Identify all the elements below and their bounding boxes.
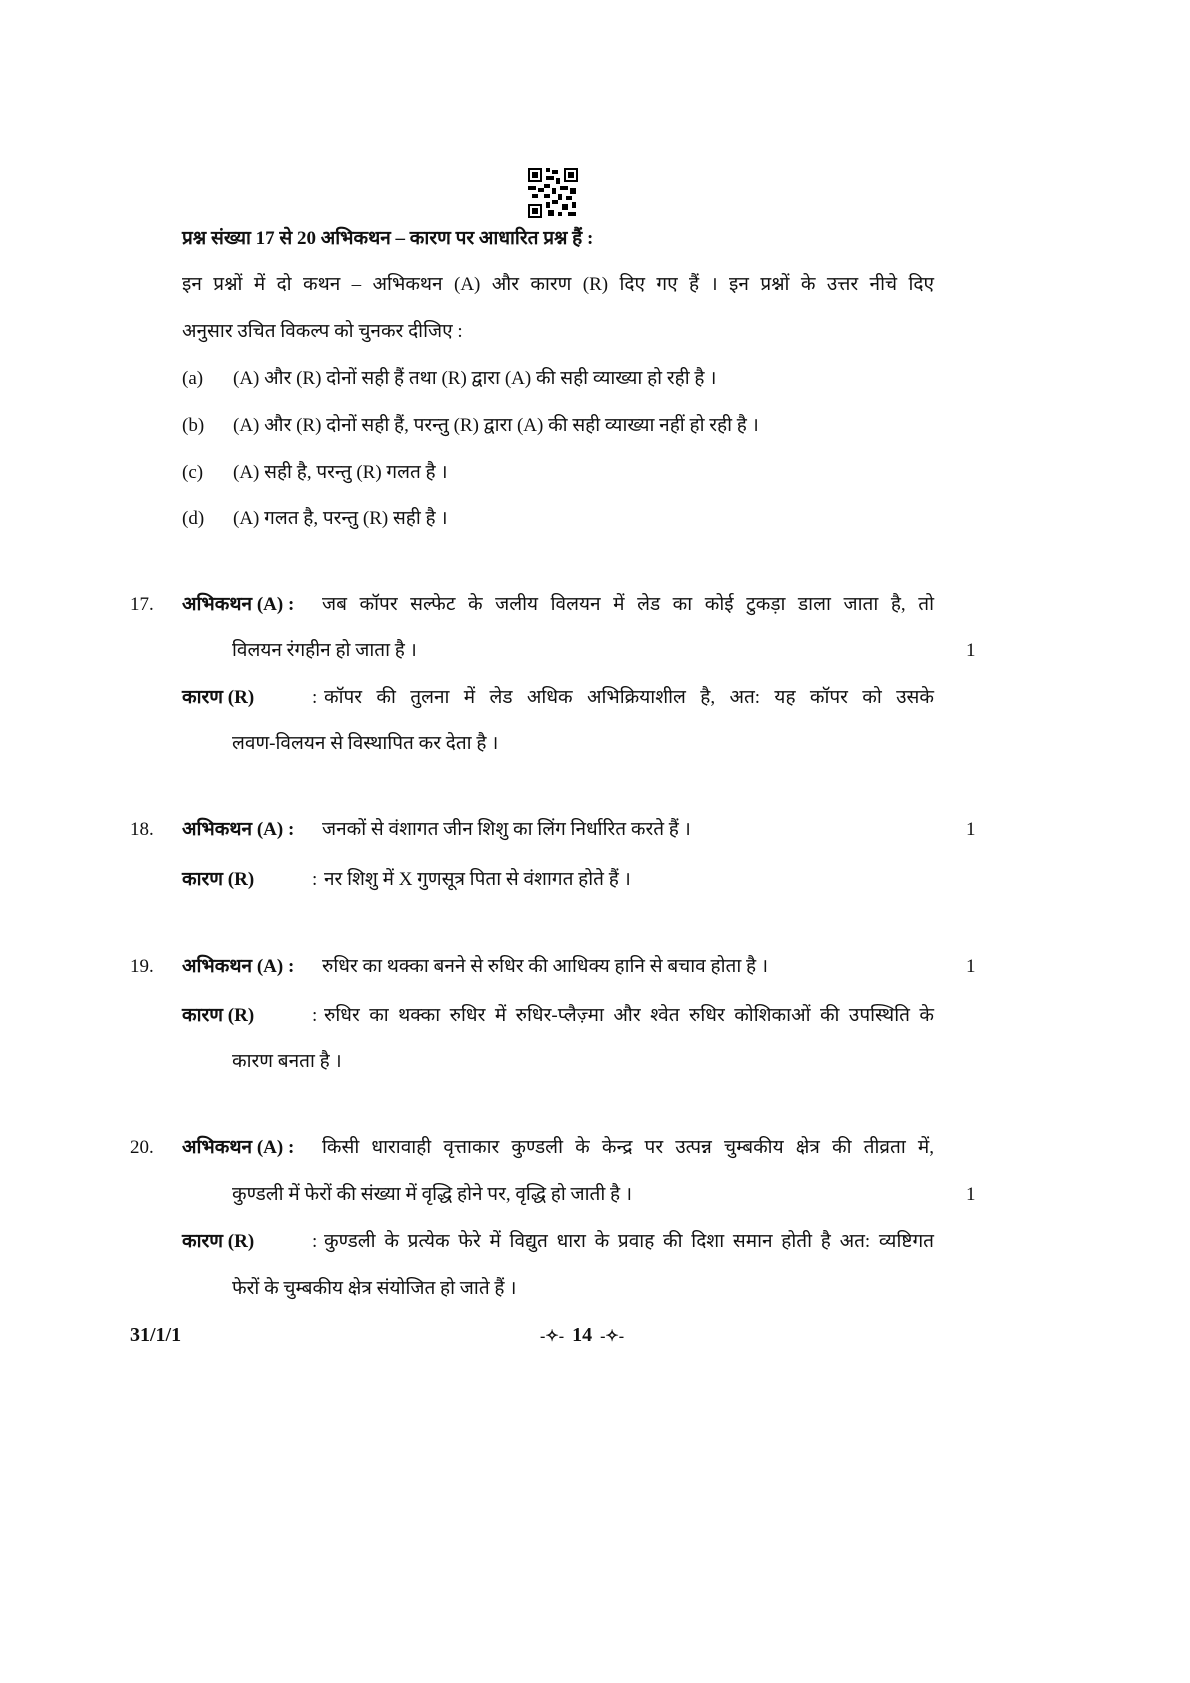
reason-text: नर शिशु में X गुणसूत्र पिता से वंशागत होते हैं । (324, 869, 631, 890)
reason-label: कारण (R) (182, 1231, 255, 1252)
reason-label: कारण (R) (182, 869, 255, 890)
reason-text-cont: फेरों के चुम्बकीय क्षेत्र संयोजित हो जाते हैं । (232, 1278, 517, 1299)
assertion-label: अभिकथन (A) : (182, 956, 295, 977)
option-text-c: (A) सही है, परन्तु (R) गलत है । (233, 462, 448, 483)
assertion-text: जनकों से वंशागत जीन शिशु का लिंग निर्धारित करते हैं । (322, 819, 691, 840)
reason-label: कारण (R) (182, 687, 255, 708)
assertion-text-cont: कुण्डली में फेरों की संख्या में वृद्धि होने पर, वृद्धि हो जाती है । (232, 1184, 633, 1205)
page-number: 14 (572, 1324, 593, 1346)
reason-colon: : (312, 687, 318, 708)
option-key-c: (c) (182, 462, 204, 483)
reason-colon: : (312, 1231, 318, 1252)
reason-text: रुधिर का थक्का रुधिर में रुधिर-प्लैज़्मा और श्वेत रुधिर कोशिकाओं की उपस्थिति के (324, 1005, 934, 1026)
option-text-d: (A) गलत है, परन्तु (R) सही है । (233, 508, 448, 529)
option-text-b: (A) और (R) दोनों सही हैं, परन्तु (R) द्वारा (A) की सही व्याख्या नहीं हो रही है । (233, 415, 759, 436)
assertion-label: अभिकथन (A) : (182, 1137, 295, 1158)
question-number: 20. (130, 1137, 154, 1158)
reason-text: कॉपर की तुलना में लेड अधिक अभिक्रियाशील है, अत: यह कॉपर को उसके (324, 687, 934, 708)
ornament-right-icon: -✧- (600, 1327, 625, 1345)
option-text-a: (A) और (R) दोनों सही हैं तथा (R) द्वारा (A) की सही व्याख्या हो रही है । (233, 368, 717, 389)
question-number: 19. (130, 956, 154, 977)
question-number: 18. (130, 819, 154, 840)
option-key-b: (b) (182, 415, 205, 436)
marks: 1 (966, 1184, 976, 1205)
assertion-label: अभिकथन (A) : (182, 819, 295, 840)
qr-code-icon (528, 168, 578, 218)
assertion-text: रुधिर का थक्का बनने से रुधिर की आधिक्य हानि से बचाव होता है । (322, 956, 769, 977)
reason-text: कुण्डली के प्रत्येक फेरे में विद्युत धारा के प्रवाह की दिशा समान होती है अत: व्यष्टिगत (324, 1231, 934, 1252)
reason-text-cont: कारण बनता है । (232, 1051, 342, 1072)
page-number-block (540, 1324, 624, 1347)
instruction-line-2: अनुसार उचित विकल्प को चुनकर दीजिए : (182, 321, 463, 342)
paper-code: 31/1/1 (130, 1324, 182, 1346)
marks: 1 (966, 640, 976, 661)
marks: 1 (966, 819, 976, 840)
assertion-text: किसी धारावाही वृत्ताकार कुण्डली के केन्द्र पर उत्पन्न चुम्बकीय क्षेत्र की तीव्रता में, (322, 1137, 934, 1158)
question-number: 17. (130, 594, 154, 615)
instruction-line-1: इन प्रश्नों में दो कथन – अभिकथन (A) और कारण (R) दिए गए हैं । इन प्रश्नों के उत्तर नीचे दिए (182, 274, 934, 295)
assertion-text: जब कॉपर सल्फेट के जलीय विलयन में लेड का कोई टुकड़ा डाला जाता है, तो (322, 594, 934, 615)
option-key-a: (a) (182, 368, 204, 389)
ornament-left-icon: -✧- (540, 1327, 565, 1345)
reason-text-cont: लवण-विलयन से विस्थापित कर देता है । (232, 733, 499, 754)
reason-colon: : (312, 1005, 318, 1026)
assertion-text-cont: विलयन रंगहीन हो जाता है । (232, 640, 417, 661)
reason-colon: : (312, 869, 318, 890)
marks: 1 (966, 956, 976, 977)
assertion-label: अभिकथन (A) : (182, 594, 295, 615)
option-key-d: (d) (182, 508, 205, 529)
reason-label: कारण (R) (182, 1005, 255, 1026)
section-heading: प्रश्न संख्या 17 से 20 अभिकथन – कारण पर आधारित प्रश्न हैं : (182, 228, 594, 249)
